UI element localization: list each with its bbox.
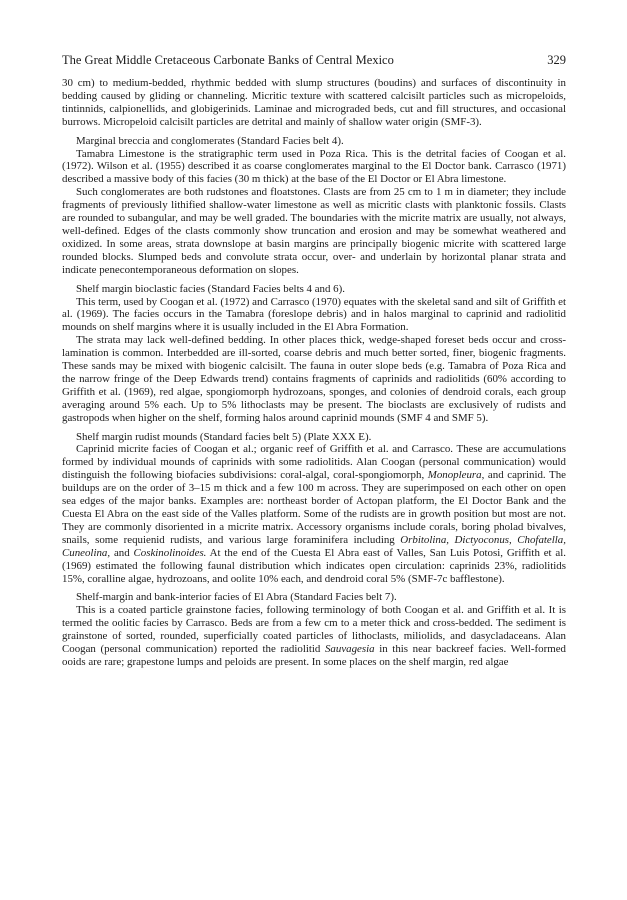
facies-heading-shelf-margin-bioclastic: Shelf margin bioclastic facies (Standard Facies belts 4 and 6).	[76, 282, 345, 295]
paragraph: Such conglomerates are both rudstones and floatstones. Clasts are from 25 cm to 1 m in diameter; they include fragments of previously lithified shallow-water limestone as well as micritic clasts with planktonic fossils. Clasts are rounded to subangular, and may be well graded. The boundaries with the micrite matrix are usually, not always, well-defined. Edges of the clasts commonly show truncation and erosion and may be somewhat weathered and oxidized. In some areas, strata downslope at basin margins are principally biogenic micrite with scattered large rounded blocks. Slumped beds and convolute strata occur, over- and underlain by horizontal planar strata and indicate penecontemporaneous deformation on slopes.	[62, 186, 566, 276]
text-run: and	[110, 546, 134, 559]
paragraph: The strata may lack well-defined bedding. In other places thick, wedge-shaped foreset beds occur and cross-lamination is common. Interbedded are ill-sorted, coarse debris and much better sorted, finer, biogenic fragments. These sands may be mixed with biogenic calcisilt. The fauna in outer slope beds (e.g. Tamabra of Poza Rica and the narrow fringe of the Deep Edwards trend) contains fragments of caprinids and radiolitids (60% according to Griffith et al. (1969), red algae, spongiomorph hydrozoans, sponges, and colonies of dendroid corals, each group averaging around 5% each. Up to 5% lithoclasts may be present. The bioclasts are exclusively of rudists and gastropods when higher on the shelf, forming halos around caprinid mounds (SMF 4 and SMF 5).	[62, 334, 566, 424]
running-title: The Great Middle Cretaceous Carbonate Banks of Central Mexico	[62, 53, 394, 67]
taxon-name: Sauvagesia	[324, 643, 375, 656]
facies-heading-marginal-breccia: Marginal breccia and conglomerates (Standard Facies belt 4).	[76, 134, 344, 147]
text-run: At the end of the Cuesta El Abra east of Valles, San Luis Potosi, Griffith et al. (1969) estimated the following faunal distribution which indicates open circulation: caprinids 23%, radiolitids 15%, coralline algae, hydrozoans, and oolite 10% each, and dendroid coral 5% (SMF-7c bafflestone).	[62, 546, 566, 585]
paragraph-continued: 30 cm) to medium-bedded, rhythmic bedded with slump structures (boudins) and surfaces of discontinuity in bedding caused by gliding or channeling. Micritic texture with scattered calcisilt particles such as micropeloids, tintinnids, calpionellids, and globigerinids. Laminae and micrograded beds, cut and fill structures, and occasional burrows. Micropeloid calcisilt particles are detrital and mainly of shallow water origin (SMF-3).	[62, 77, 566, 128]
text-run: , and caprinid. The buildups are on the order of 3–15 m thick and a few 100 m across. They are superimposed on each other on open sea edges of the major banks. Examples are: northeast border of Actopan platform, the El Doctor Bank and the Cuesta El Abra on the east side of the Valles platform. Some of the rudists are in growth position but most are not. They are commonly disoriented in a micrite matrix. Accessory organisms include corals, boring pholad bivalves, snails, some requienid rudists, and various large foraminifera including	[62, 469, 566, 546]
taxon-names: Orbitolina, Dictyoconus, Chofatella, Cuneolina,	[62, 533, 566, 559]
facies-heading-el-abra: Shelf-margin and bank-interior facies of El Abra (Standard Facies belt 7).	[76, 591, 397, 604]
text-run: This is a coated particle grainstone facies, following terminology of both Coogan et al. and Griffith et al. It is termed the oolitic facies by Carrasco. Beds are from a few cm to a meter thick and cross-bedded. The sediment is grainstone of sorted, rounded, superficially coated particles of lithoclasts, miliolids, and dasycladaceans. Alan Coogan (personal communication) reported the radiolitid	[62, 604, 566, 656]
paragraph	[62, 443, 566, 585]
text-run: in this near backreef facies. Well-formed ooids are rare; grapestone lumps and peloids are present. In some places on the shelf margin, red algae	[62, 643, 566, 668]
paragraph: This term, used by Coogan et al. (1972) and Carrasco (1970) equates with the skeletal sand and silt of Griffith et al. (1969). The facies occurs in the Tamabra (foreslope debris) and in halos marginal to caprinid and radiolitid mounds on shelf margins where it is usually included in the El Abra Formation.	[62, 295, 566, 334]
body-text	[62, 77, 566, 669]
paragraph	[62, 604, 566, 669]
running-head	[62, 50, 566, 70]
taxon-name: Coskinolinoides.	[133, 546, 207, 559]
facies-heading-rudist-mounds: Shelf margin rudist mounds (Standard facies belt 5) (Plate XXX E).	[76, 430, 372, 443]
paragraph: Tamabra Limestone is the stratigraphic term used in Poza Rica. This is the detrital facies of Coogan et al. (1972). Wilson et al. (1955) described it as coarse conglomerates marginal to the El Doctor bank. Carrasco (1971) described a massive body of this facies (30 m thick) at the base of the El Doctor or El Abra limestone.	[62, 147, 566, 186]
taxon-name: Monopleura	[427, 469, 482, 482]
page-number: 329	[547, 53, 566, 67]
text-run: Caprinid micrite facies of Coogan et al.; organic reef of Griffith et al. and Carrasco. These are accumulations formed by individual mounds of caprinids with some radiolitids. Alan Coogan (personal communication) would distinguish the following biofacies subdivisions: coral-algal, coral-spongiomorph,	[62, 443, 566, 482]
